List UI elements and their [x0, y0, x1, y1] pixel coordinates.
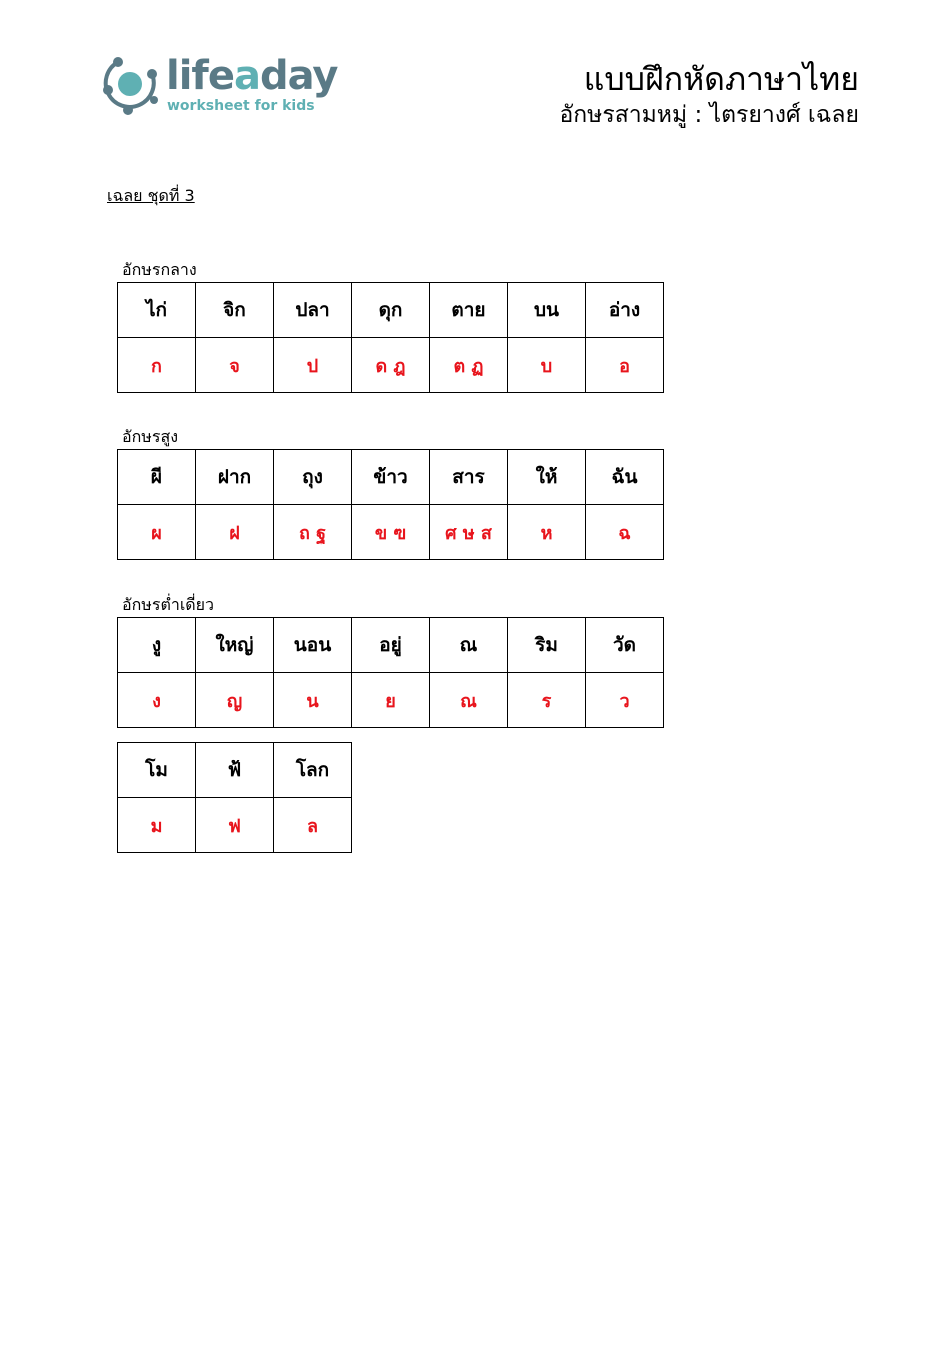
- word-cell: ใหญ่: [196, 618, 274, 673]
- word-cell: จิก: [196, 283, 274, 338]
- table-low-single-class-continued: [117, 742, 352, 853]
- word-cell: ฟ้: [196, 743, 274, 798]
- answer-cell: จ: [196, 338, 274, 393]
- answer-row: [118, 338, 664, 393]
- word-cell: ณ: [430, 618, 508, 673]
- logo-word-life: life: [166, 53, 234, 99]
- word-cell: ถุง: [274, 450, 352, 505]
- answer-row: [118, 505, 664, 560]
- word-cell: ตาย: [430, 283, 508, 338]
- answer-cell: น: [274, 673, 352, 728]
- answer-cell: ถ ฐ: [274, 505, 352, 560]
- answer-cell: ง: [118, 673, 196, 728]
- answer-cell: ฟ: [196, 798, 274, 853]
- group-label-high-class: อักษรสูง: [122, 427, 179, 446]
- word-cell: ฉัน: [586, 450, 664, 505]
- page-subtitle: อักษรสามหมู่ : ไตรยางศ์ เฉลย: [559, 102, 859, 128]
- answer-cell: ต ฏ: [430, 338, 508, 393]
- word-cell: อยู่: [352, 618, 430, 673]
- group-label-low-single-class: อักษรต่ำเดี่ยว: [122, 595, 215, 614]
- word-cell: ไก่: [118, 283, 196, 338]
- word-cell: ฝาก: [196, 450, 274, 505]
- answer-cell: ป: [274, 338, 352, 393]
- word-cell: นอน: [274, 618, 352, 673]
- answer-row: [118, 673, 664, 728]
- answer-cell: ผ: [118, 505, 196, 560]
- word-cell: โลก: [274, 743, 352, 798]
- word-cell: ข้าว: [352, 450, 430, 505]
- table-low-single-class: [117, 617, 664, 728]
- answer-set-label: เฉลย ชุดที่ 3: [107, 186, 195, 205]
- word-cell: ดุก: [352, 283, 430, 338]
- answer-cell: ศ ษ ส: [430, 505, 508, 560]
- word-cell: โม: [118, 743, 196, 798]
- answer-cell: ญ: [196, 673, 274, 728]
- answer-cell: ณ: [430, 673, 508, 728]
- word-cell: วัด: [586, 618, 664, 673]
- table-high-class: [117, 449, 664, 560]
- answer-cell: ล: [274, 798, 352, 853]
- answer-cell: ว: [586, 673, 664, 728]
- word-cell: ให้: [508, 450, 586, 505]
- answer-cell: อ: [586, 338, 664, 393]
- word-row: [118, 283, 664, 338]
- word-cell: สาร: [430, 450, 508, 505]
- word-cell: ผี: [118, 450, 196, 505]
- answer-cell: ฉ: [586, 505, 664, 560]
- word-row: [118, 743, 352, 798]
- answer-cell: ร: [508, 673, 586, 728]
- answer-cell: ย: [352, 673, 430, 728]
- answer-cell: ฝ: [196, 505, 274, 560]
- answer-cell: ก: [118, 338, 196, 393]
- word-cell: ปลา: [274, 283, 352, 338]
- word-row: [118, 450, 664, 505]
- logo-word-a: a: [233, 53, 260, 99]
- word-cell: งู: [118, 618, 196, 673]
- word-cell: ริม: [508, 618, 586, 673]
- answer-cell: ข ฃ: [352, 505, 430, 560]
- word-cell: บน: [508, 283, 586, 338]
- answer-cell: ม: [118, 798, 196, 853]
- logo-tagline: worksheet for kids: [167, 98, 315, 114]
- lifeaday-logo: [100, 50, 340, 120]
- table-middle-class: [117, 282, 664, 393]
- worksheet-header: [559, 60, 859, 130]
- answer-cell: บ: [508, 338, 586, 393]
- word-cell: อ่าง: [586, 283, 664, 338]
- answer-cell: ด ฎ: [352, 338, 430, 393]
- molecule-logo-icon: [100, 50, 164, 116]
- answer-row: [118, 798, 352, 853]
- logo-wordmark: [166, 54, 337, 98]
- word-row: [118, 618, 664, 673]
- group-label-middle-class: อักษรกลาง: [122, 260, 197, 279]
- logo-word-day: day: [259, 53, 338, 99]
- page-title: แบบฝึกหัดภาษาไทย: [583, 60, 859, 98]
- answer-cell: ห: [508, 505, 586, 560]
